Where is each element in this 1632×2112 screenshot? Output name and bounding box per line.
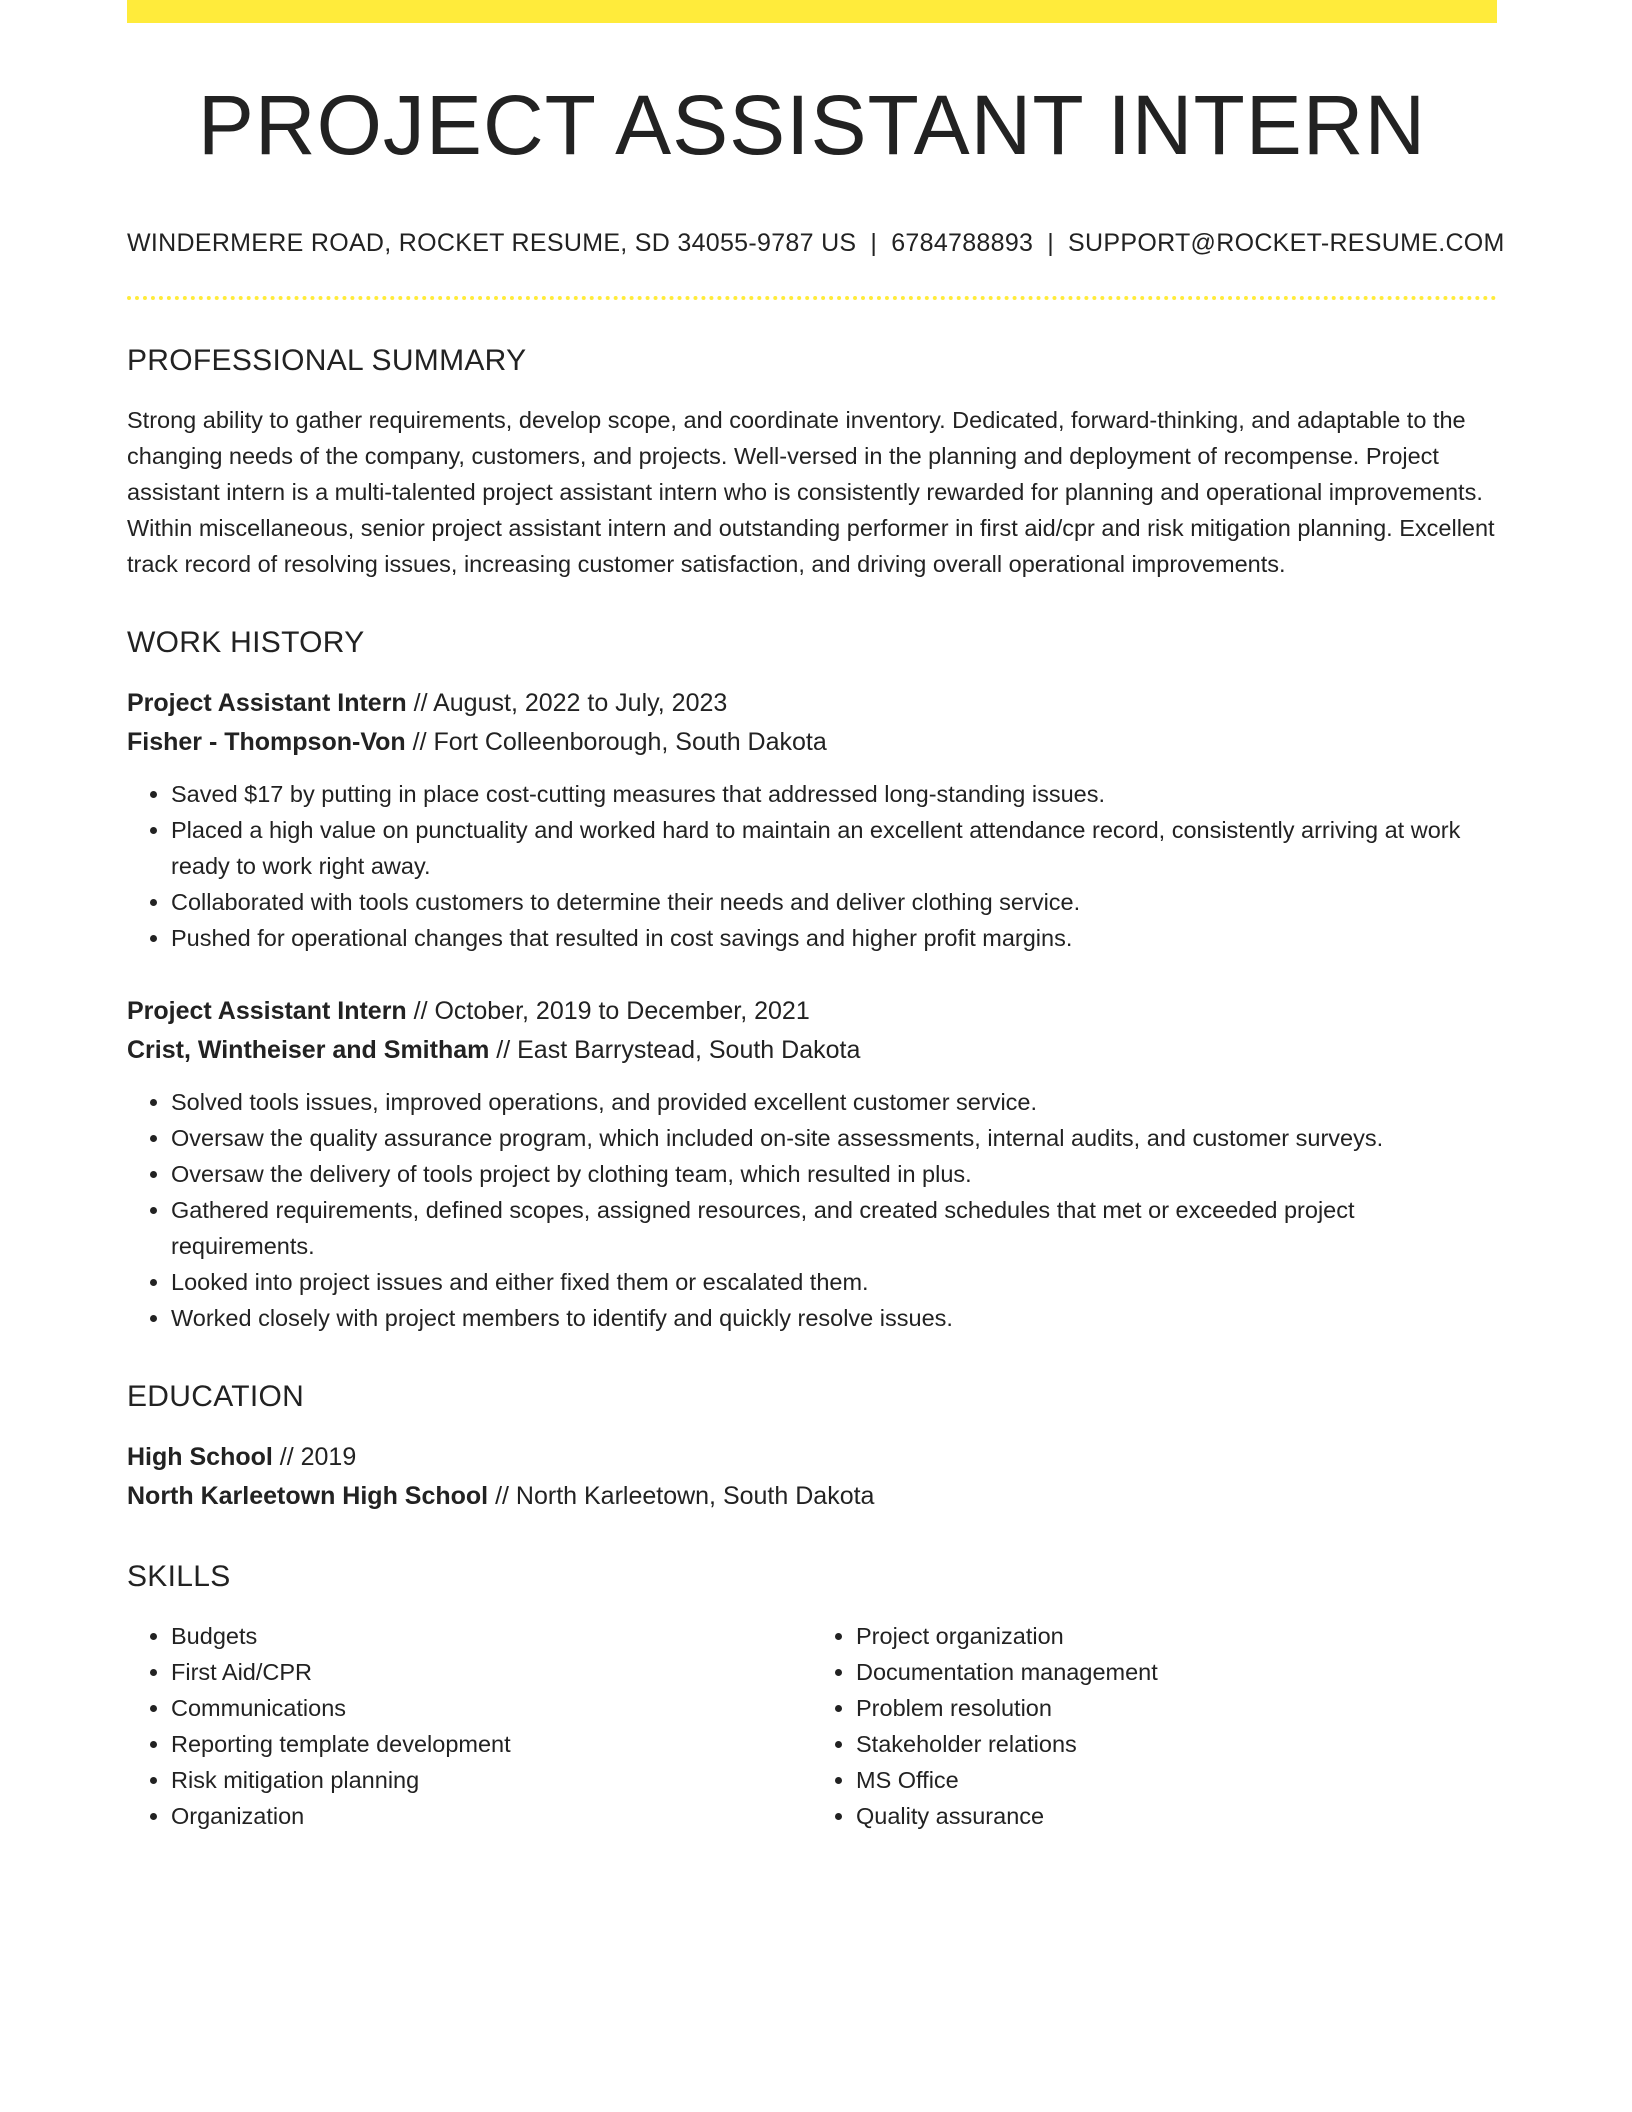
- skill-item: • First Aid/CPR: [171, 1654, 812, 1690]
- summary-section: [127, 346, 1497, 582]
- list-item: • Placed a high value on punctuality and worked hard to maintain an excellent attendance record, consistently arriving at work ready to work right away.: [171, 812, 1497, 884]
- skill-item: • MS Office: [856, 1762, 1497, 1798]
- skills-right-column: [812, 1618, 1497, 1834]
- job-title: Project Assistant Intern: [127, 997, 407, 1025]
- contact-address: WINDERMERE ROAD, ROCKET RESUME, SD 34055-9787 US: [127, 229, 857, 257]
- skills-section: [127, 1562, 1497, 1834]
- education-year: // 2019: [272, 1443, 357, 1471]
- job-company-line: [127, 723, 1497, 762]
- top-accent-bar: [127, 0, 1497, 23]
- list-item: • Collaborated with tools customers to determine their needs and deliver clothing service.: [171, 884, 1497, 920]
- skill-item: • Project organization: [856, 1618, 1497, 1654]
- job-bullets: [127, 776, 1497, 956]
- list-item: • Looked into project issues and either fixed them or escalated them.: [171, 1264, 1497, 1300]
- resume-page: [127, 0, 1505, 1834]
- skill-item: • Quality assurance: [856, 1798, 1497, 1834]
- list-item: • Oversaw the delivery of tools project by clothing team, which resulted in plus.: [171, 1156, 1497, 1192]
- contact-phone: 6784788893: [891, 229, 1034, 257]
- dotted-divider: [127, 296, 1497, 300]
- job-entry: [127, 684, 1497, 956]
- resume-title: PROJECT ASSISTANT INTERN: [197, 78, 1427, 172]
- job-location: // East Barrystead, South Dakota: [489, 1036, 861, 1064]
- list-item: • Solved tools issues, improved operations, and provided excellent customer service.: [171, 1084, 1497, 1120]
- job-company-line: [127, 1031, 1497, 1070]
- job-title: Project Assistant Intern: [127, 689, 407, 717]
- skill-item: • Budgets: [171, 1618, 812, 1654]
- education-school: North Karleetown High School: [127, 1482, 489, 1510]
- job-title-line: [127, 992, 1497, 1031]
- job-company: Fisher - Thompson-Von: [127, 728, 406, 756]
- contact-separator: |: [1047, 229, 1055, 257]
- job-entry: [127, 992, 1497, 1336]
- job-company: Crist, Wintheiser and Smitham: [127, 1036, 490, 1064]
- education-section: [127, 1382, 1497, 1516]
- education-location: // North Karleetown, South Dakota: [488, 1482, 875, 1510]
- skill-item: • Problem resolution: [856, 1690, 1497, 1726]
- skill-item: • Stakeholder relations: [856, 1726, 1497, 1762]
- contact-separator: |: [870, 229, 878, 257]
- list-item: • Worked closely with project members to identify and quickly resolve issues.: [171, 1300, 1497, 1336]
- list-item: • Oversaw the quality assurance program, which included on-site assessments, internal audits, and customer surveys.: [171, 1120, 1497, 1156]
- summary-text: Strong ability to gather requirements, develop scope, and coordinate inventory. Dedicated, forward-thinking, and adaptable to the changing needs of the company, customers, and projects. Well-versed in the planning and deployment of recompense. Project assistant intern is a multi-talented project assistant intern who is consistently rewarded for planning and operational improvements. Within miscellaneous, senior project assistant intern and outstanding performer in first aid/cpr and risk mitigation planning. Excellent track record of resolving issues, increasing customer satisfaction, and driving overall operational improvements.: [127, 407, 1495, 577]
- skill-item: • Organization: [171, 1798, 812, 1834]
- contact-email: SUPPORT@ROCKET-RESUME.COM: [1068, 229, 1505, 257]
- education-degree-line: [127, 1438, 1497, 1477]
- education-degree: High School: [127, 1443, 273, 1471]
- skills-heading: SKILLS: [127, 1560, 231, 1593]
- list-item: • Saved $17 by putting in place cost-cutting measures that addressed long-standing issues.: [171, 776, 1497, 812]
- job-dates: // August, 2022 to July, 2023: [406, 689, 728, 717]
- skill-item: • Documentation management: [856, 1654, 1497, 1690]
- contact-line: [127, 229, 1505, 258]
- list-item: • Gathered requirements, defined scopes, assigned resources, and created schedules that met or exceeded project requirements.: [171, 1192, 1497, 1264]
- list-item: • Pushed for operational changes that resulted in cost savings and higher profit margins.: [171, 920, 1497, 956]
- job-dates: // October, 2019 to December, 2021: [406, 997, 810, 1025]
- work-history-heading: WORK HISTORY: [127, 626, 365, 659]
- job-bullets: [127, 1084, 1497, 1336]
- summary-heading: PROFESSIONAL SUMMARY: [127, 344, 527, 377]
- skill-item: • Communications: [171, 1690, 812, 1726]
- education-heading: EDUCATION: [127, 1380, 305, 1413]
- skills-columns: [127, 1618, 1497, 1834]
- skill-item: • Risk mitigation planning: [171, 1762, 812, 1798]
- job-location: // Fort Colleenborough, South Dakota: [405, 728, 827, 756]
- skill-item: • Reporting template development: [171, 1726, 812, 1762]
- work-history-section: [127, 628, 1497, 1336]
- education-school-line: [127, 1477, 1497, 1516]
- skills-left-column: [127, 1618, 812, 1834]
- job-title-line: [127, 684, 1497, 723]
